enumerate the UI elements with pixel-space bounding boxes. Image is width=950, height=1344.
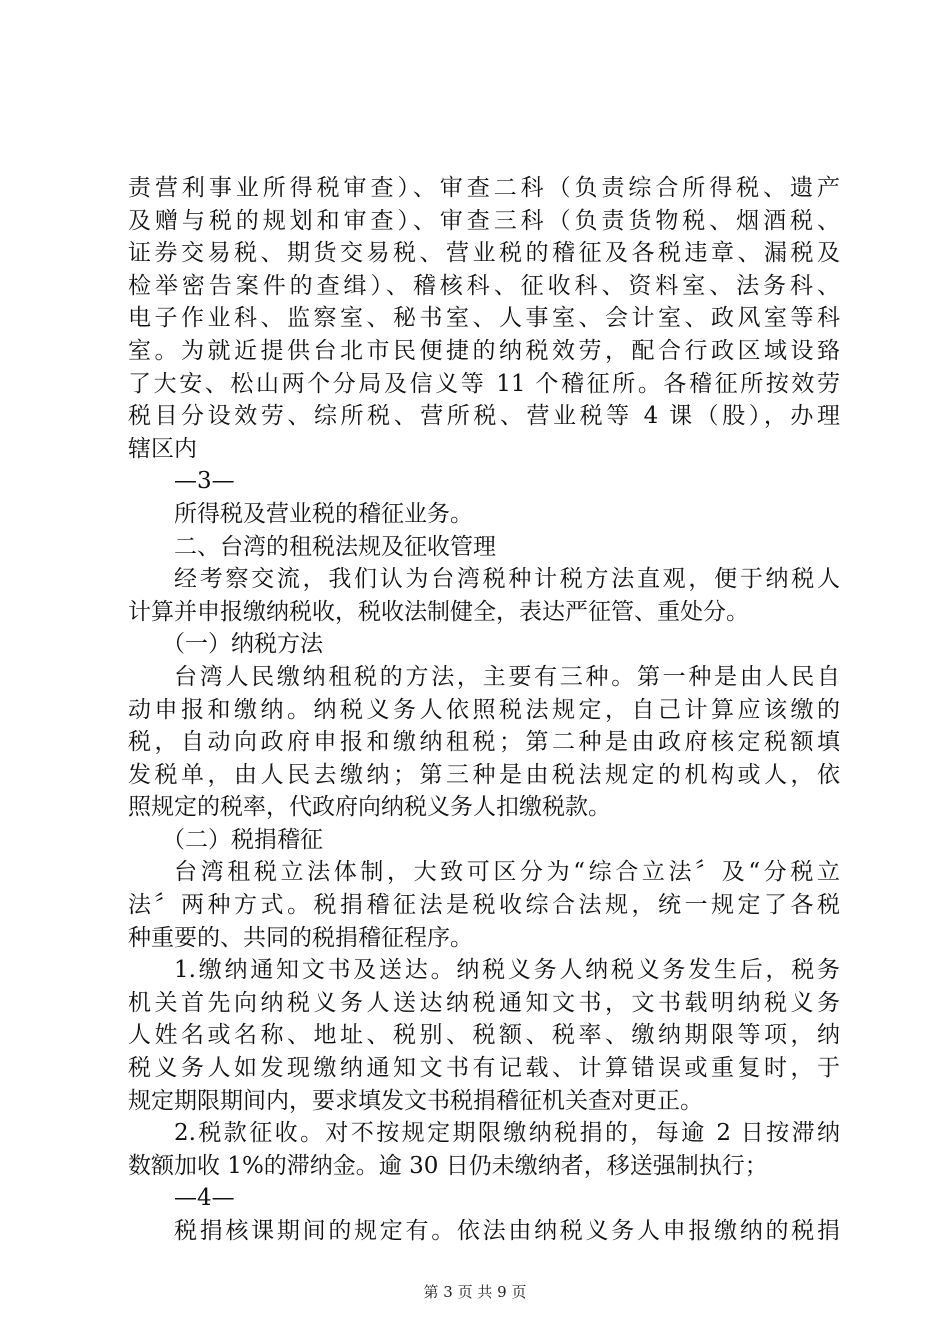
text-line: 台湾人民缴纳租税的方法，主要有三种。第一种是由人民自: [174, 663, 840, 690]
text-line: 人姓名或名称、地址、税别、税额、税率、缴纳期限等项，纳: [128, 1022, 840, 1049]
text-line: 室。为就近提供台北市民便捷的纳税效劳，配合行政区域设臵: [128, 337, 840, 364]
text-line: 机关首先向纳税义务人送达纳税通知文书，文书载明纳税义务: [128, 989, 840, 1016]
text-line: 法〞两种方式。税捐稽征法是税收综合法规，统一规定了各税: [128, 892, 840, 919]
text-line: 证券交易税、期货交易税、营业税的稽征及各税违章、漏税及: [128, 240, 840, 267]
text-line: 责营利事业所得税审查）、审查二科（负责综合所得税、遗产: [128, 175, 840, 201]
page-footer: 第 3 页 共 9 页: [423, 1283, 527, 1301]
text-line: 规定期限期间内，要求填发文书税捐稽征机关查对更正。: [128, 1087, 703, 1114]
text-line: 计算并申报缴纳税收，税收法制健全，表达严征管、重处分。: [128, 598, 749, 625]
text-line: 检举密告案件的查缉）、稽核科、征收科、资料室、法务科、: [128, 272, 840, 299]
text-line: 台湾租税立法体制，大致可区分为“综合立法〞及“分税立: [174, 859, 840, 886]
text-line: 2.税款征收。对不按规定期限缴纳税捐的，每逾 2 日按滞纳: [174, 1120, 840, 1147]
text-line: 税捐核课期间的规定有。依法由纳税义务人申报缴纳的税捐: [174, 1218, 840, 1244]
text-line: 发税单，由人民去缴纳；第三种是由税法规定的机构或人，依: [128, 761, 840, 788]
text-line: 种重要的、共同的税捐稽征程序。: [128, 924, 473, 951]
text-line: 照规定的税率，代政府向纳税义务人扣缴税款。: [128, 794, 611, 821]
text-line: 数额加收 1%的滞纳金。逾 30 日仍未缴纳者，移送强制执行；: [128, 1152, 768, 1179]
document-body: [128, 172, 840, 1248]
text-line: 及赠与税的规划和审查）、审查三科（负责货物税、烟酒税、: [128, 207, 840, 234]
text-line: 了大安、松山两个分局及信义等 11 个稽征所。各稽征所按效劳: [128, 370, 840, 397]
text-line: 税，自动向政府申报和缴纳租税；第二种是由政府核定税额填: [128, 729, 840, 756]
page-marker: —4—: [174, 1185, 235, 1212]
text-line: 辖区内: [128, 435, 197, 462]
text-line: 电子作业科、监察室、秘书室、人事室、会计室、政风室等科: [128, 305, 840, 332]
page-marker: —3—: [174, 468, 235, 495]
text-line: 1.缴纳通知文书及送达。纳税义务人纳税义务发生后，税务: [174, 957, 840, 984]
text-line: 税义务人如发现缴纳通知文书有记载、计算错误或重复时，于: [128, 1055, 840, 1082]
section-heading: 二、台湾的租税法规及征收管理: [174, 533, 496, 560]
subsection-heading: （二）税捐稽征: [162, 826, 323, 853]
text-line: 所得税及营业税的稽征业务。: [174, 500, 473, 527]
text-line: 动申报和缴纳。纳税义务人依照税法规定，自己计算应该缴的: [128, 696, 840, 723]
subsection-heading: （一）纳税方法: [162, 631, 323, 658]
text-line: 税目分设效劳、综所税、营所税、营业税等 4 课（股），办理: [128, 403, 840, 430]
text-line: 经考察交流，我们认为台湾税种计税方法直观，便于纳税人: [174, 566, 840, 593]
